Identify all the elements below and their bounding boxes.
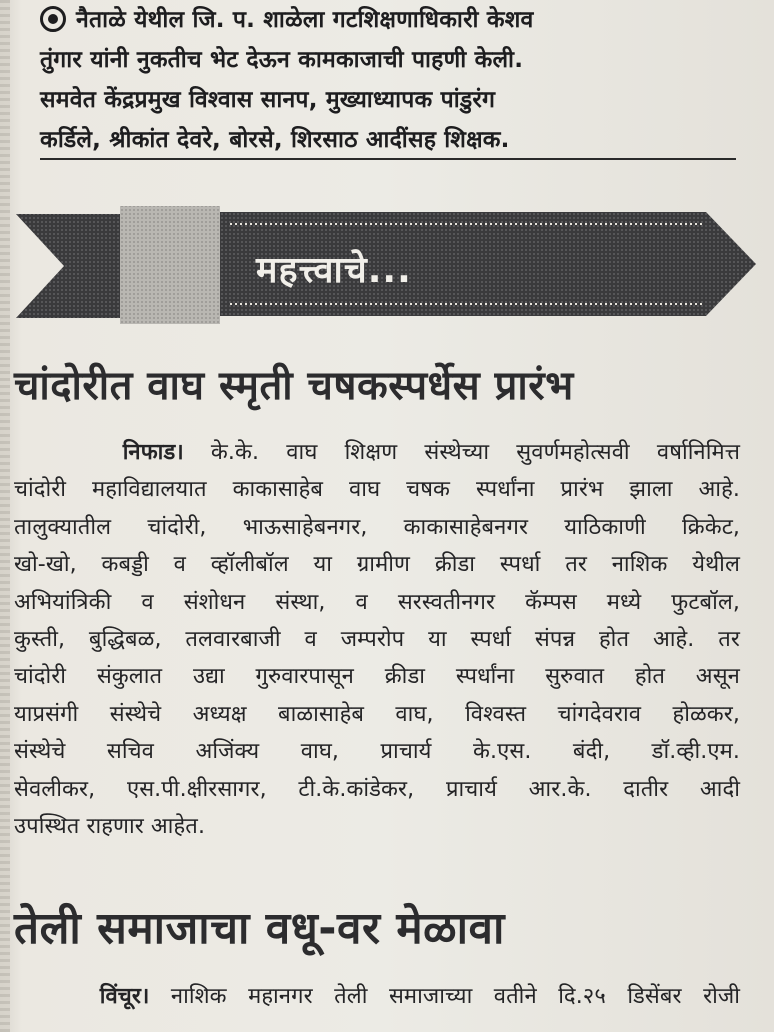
article-line: संस्थेचे सचिव अजिंक्य वाघ, प्राचार्य के.एस. बंदी, डॉ.व्ही.एम. <box>14 739 740 765</box>
article-line: याप्रसंगी संस्थेचे अध्यक्ष बाळासाहेब वाघ, विश्वस्त चांगदेवराव होळकर, <box>14 701 740 727</box>
article-line: उपस्थित राहणार आहेत. <box>14 814 206 840</box>
caption-line-3: समवेत केंद्रप्रमुख विश्वास सानप, मुख्याध्यापक पांडुरंग <box>40 87 496 113</box>
page-edge <box>0 0 10 1032</box>
bullet-icon <box>40 6 66 32</box>
photo-caption <box>40 0 736 160</box>
section-banner <box>16 200 760 330</box>
caption-divider <box>40 158 736 160</box>
caption-line-2: तुंगार यांनी नुकतीच भेट देऊन कामकाजाची पाहणी केली. <box>40 47 524 73</box>
banner-title: महत्त्वाचे... <box>256 250 412 291</box>
article-line: निफाड। के.के. वाघ शिक्षण संस्थेच्या सुवर्णमहोत्सवी वर्षानिमित्त <box>122 440 741 465</box>
article-line: चांदोरी संकुलात उद्या गुरुवारपासून क्रीडा स्पर्धांना सुरुवात होत असून <box>14 664 740 690</box>
article-line: खो-खो, कबड्डी व व्हॉलीबॉल या ग्रामीण क्रीडा स्पर्धा तर नाशिक येथील <box>14 552 740 578</box>
dateline: निफाड। <box>122 440 184 465</box>
article-line: कुस्ती, बुद्धिबळ, तलवारबाजी व जम्परोप या स्पर्धा संपन्न होत आहे. तर <box>14 627 740 653</box>
article-body-1 <box>14 434 740 845</box>
article-line: सेवलीकर, एस.पी.क्षीरसागर, टी.के.कांडेकर, प्राचार्य आर.के. दातीर आदी <box>14 776 740 802</box>
article-body-2 <box>14 978 740 1015</box>
article-line: तालुक्यातील चांदोरी, भाऊसाहेबनगर, काकासाहेबनगर याठिकाणी क्रिकेट, <box>14 514 740 540</box>
article-line: चांदोरी महाविद्यालयात काकासाहेब वाघ चषक स्पर्धांना प्रारंभ झाला आहे. <box>14 477 740 503</box>
caption-line-1: नैताळे येथील जि. प. शाळेला गटशिक्षणाधिकारी केशव <box>40 0 736 40</box>
article-headline-2: तेली समाजाचा वधू-वर मेळावा <box>14 903 505 954</box>
article-line: अभियांत्रिकी व संशोधन संस्था, व सरस्वतीनगर कॅम्पस मध्ये फुटबॉल, <box>14 589 740 615</box>
article-headline-1: चांदोरीत वाघ स्मृती चषकस्पर्धेस प्रारंभ <box>14 363 574 409</box>
article-line: विंचूर। नाशिक महानगर तेली समाजाच्या वतीने दि.२५ डिसेंबर रोजी <box>99 984 740 1009</box>
dateline: विंचूर। <box>99 984 150 1009</box>
caption-line-4: कर्डिले, श्रीकांत देवरे, बोरसे, शिरसाठ आदींसह शिक्षक. <box>40 127 510 153</box>
